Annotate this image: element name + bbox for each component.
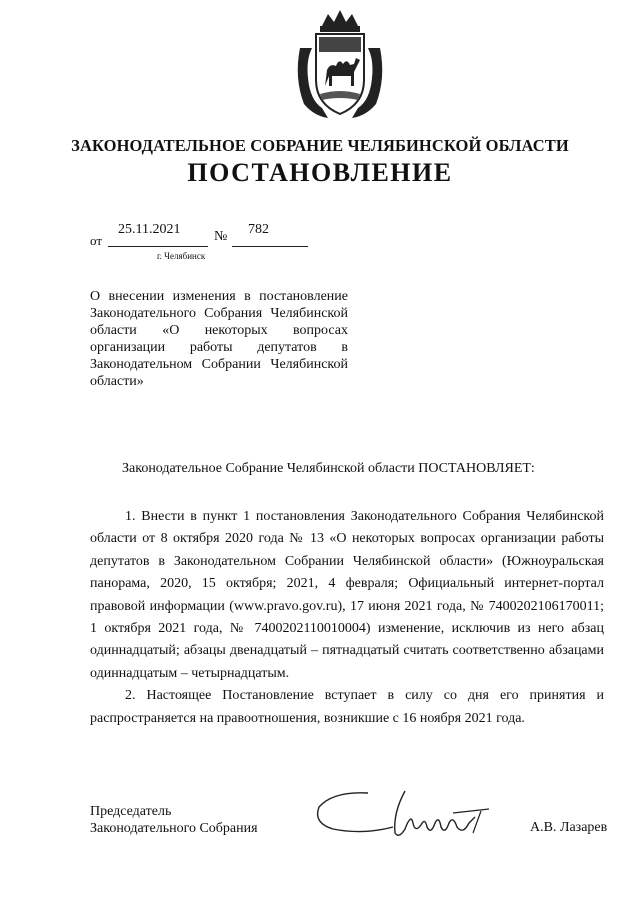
- number-label: №: [214, 229, 228, 244]
- signatory-title-line-1: Председатель: [90, 804, 172, 819]
- document-body: [90, 506, 604, 730]
- document-number: 782: [248, 222, 269, 237]
- document-subject: О внесении изменения в постановление Законодательного Собрания Челябинской области «О некоторых вопросах организации работы депутатов в Законодательном Собрании Челябинской области»: [90, 289, 348, 389]
- coat-of-arms-icon: [292, 8, 388, 124]
- date-prefix: от: [90, 233, 103, 248]
- number-underline: [232, 246, 308, 247]
- body-paragraph-2: 2. Настоящее Постановление вступает в силу со дня его принятия и распространяется на правоотношения, возникшие с 16 ноября 2021 года.: [90, 688, 604, 726]
- signatory-name: А.В. Лазарев: [530, 820, 608, 835]
- organization-name: ЗАКОНОДАТЕЛЬНОЕ СОБРАНИЕ ЧЕЛЯБИНСКОЙ ОБЛАСТИ: [71, 136, 569, 155]
- signatory-title: [90, 803, 258, 837]
- date-underline: [108, 246, 208, 247]
- handwritten-signature: [313, 783, 503, 845]
- document-type-title: ПОСТАНОВЛЕНИЕ: [187, 158, 453, 187]
- signatory-title-line-2: Законодательного Собрания: [90, 821, 258, 836]
- document-city: г. Челябинск: [157, 251, 206, 261]
- document-date: 25.11.2021: [118, 222, 181, 237]
- body-paragraph-1: 1. Внести в пункт 1 постановления Законодательного Собрания Челябинской области от 8 октября 2020 года № 13 «О некоторых вопросах организации работы депутатов в Законодательном Собрании Челябинской области» (Южноуральская панорама, 2020, 15 октября; 2021, 4 февраля; Официальный интернет-портал правовой информации (www.pravo.gov.ru), 17 июня 2021 года, № 7400202106170011; 1 октября 2021 года, № 7400202110010004) изменение, исключив из него абзац одиннадцатый; абзацы двенадцатый – пятнадцатый считать соответственно абзацами одиннадцатым – четырнадцатым.: [90, 509, 604, 681]
- resolution-statement: Законодательное Собрание Челябинской области ПОСТАНОВЛЯЕТ:: [122, 461, 535, 476]
